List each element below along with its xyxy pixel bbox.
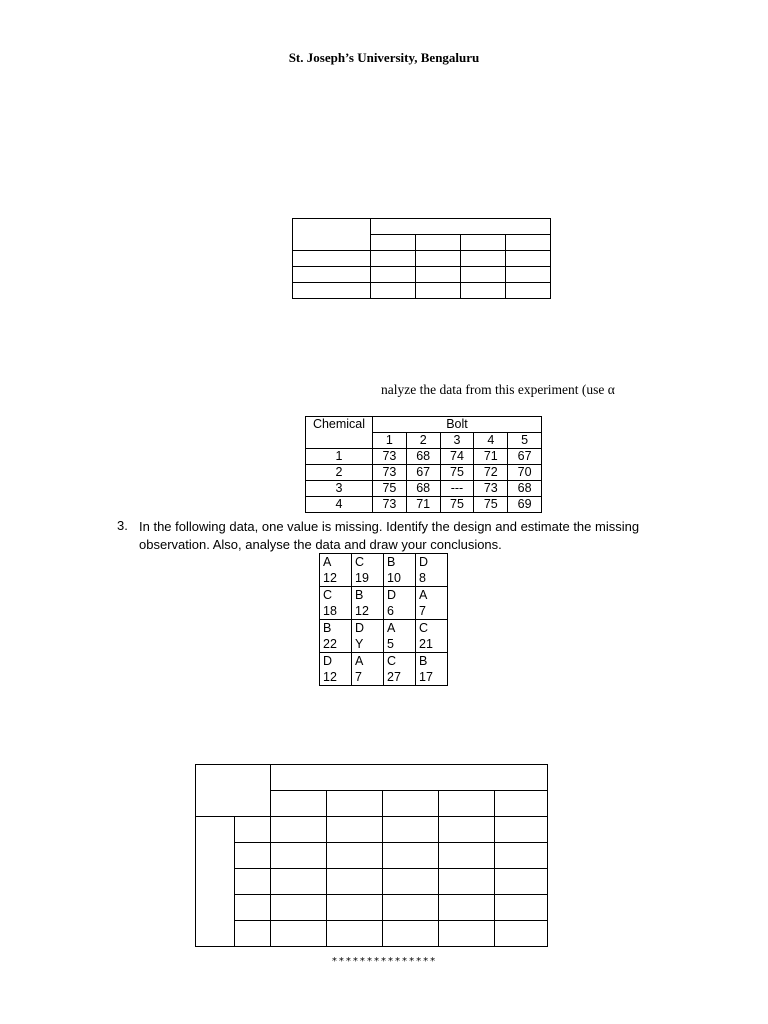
empty-cell bbox=[506, 283, 551, 299]
col-header-bolt: Bolt bbox=[373, 417, 542, 433]
empty-cell bbox=[371, 219, 551, 235]
table-cell: 68 bbox=[406, 481, 440, 497]
empty-cell bbox=[271, 895, 327, 921]
empty-cell bbox=[495, 895, 548, 921]
treatment-letter: D bbox=[416, 554, 448, 571]
empty-cell bbox=[235, 895, 271, 921]
observation-value: 7 bbox=[416, 603, 448, 620]
empty-cell bbox=[495, 817, 548, 843]
observation-value-missing: Y bbox=[352, 636, 384, 653]
table-cell: 75 bbox=[373, 481, 407, 497]
observation-value: 21 bbox=[416, 636, 448, 653]
empty-cell bbox=[383, 895, 439, 921]
empty-cell bbox=[196, 817, 235, 947]
treatment-letter: D bbox=[320, 653, 352, 670]
observation-value: 17 bbox=[416, 669, 448, 686]
empty-cell bbox=[495, 869, 548, 895]
empty-cell bbox=[439, 817, 495, 843]
table-cell: 75 bbox=[440, 497, 474, 513]
empty-cell bbox=[271, 869, 327, 895]
chemical-label: 4 bbox=[306, 497, 373, 513]
empty-cell bbox=[235, 817, 271, 843]
empty-cell bbox=[506, 235, 551, 251]
empty-cell bbox=[271, 817, 327, 843]
empty-cell bbox=[495, 843, 548, 869]
question-text: In the following data, one value is missing. Identify the design and estimate the missing observation. Also, analyse the data and draw your conclusions. bbox=[139, 519, 640, 552]
observation-value: 7 bbox=[352, 669, 384, 686]
chemical-label: 3 bbox=[306, 481, 373, 497]
table-cell: 73 bbox=[373, 449, 407, 465]
table-cell: 73 bbox=[373, 497, 407, 513]
treatment-letter: D bbox=[384, 587, 416, 604]
treatment-letter: B bbox=[384, 554, 416, 571]
treatment-letter: C bbox=[416, 620, 448, 637]
empty-cell bbox=[327, 791, 383, 817]
bolt-label: 1 bbox=[373, 433, 407, 449]
treatment-letter: A bbox=[416, 587, 448, 604]
table-cell: 71 bbox=[406, 497, 440, 513]
treatment-letter: D bbox=[352, 620, 384, 637]
empty-cell bbox=[327, 869, 383, 895]
table-cell: 74 bbox=[440, 449, 474, 465]
question-number: 3. bbox=[117, 518, 128, 533]
empty-cell bbox=[371, 283, 416, 299]
table-cell: 70 bbox=[508, 465, 542, 481]
empty-cell bbox=[416, 267, 461, 283]
empty-cell bbox=[495, 791, 548, 817]
empty-table-bottom bbox=[195, 764, 548, 947]
observation-value: 18 bbox=[320, 603, 352, 620]
treatment-letter: A bbox=[320, 554, 352, 571]
observation-value: 12 bbox=[320, 570, 352, 587]
treatment-letter: A bbox=[384, 620, 416, 637]
bolt-label: 3 bbox=[440, 433, 474, 449]
latin-square-table bbox=[319, 553, 448, 686]
empty-cell bbox=[235, 869, 271, 895]
treatment-letter: B bbox=[320, 620, 352, 637]
empty-cell bbox=[506, 251, 551, 267]
empty-cell bbox=[383, 791, 439, 817]
table-cell: 71 bbox=[474, 449, 508, 465]
observation-value: 5 bbox=[384, 636, 416, 653]
page-title: St. Joseph’s University, Bengaluru bbox=[288, 50, 480, 65]
empty-cell bbox=[235, 921, 271, 947]
empty-cell bbox=[293, 251, 371, 267]
empty-cell bbox=[383, 921, 439, 947]
empty-cell bbox=[271, 843, 327, 869]
observation-value: 22 bbox=[320, 636, 352, 653]
empty-cell bbox=[327, 895, 383, 921]
treatment-letter: B bbox=[416, 653, 448, 670]
table-cell-missing: --- bbox=[440, 481, 474, 497]
observation-value: 10 bbox=[384, 570, 416, 587]
table-cell: 67 bbox=[406, 465, 440, 481]
table-cell: 75 bbox=[474, 497, 508, 513]
treatment-letter: B bbox=[352, 587, 384, 604]
empty-cell bbox=[371, 267, 416, 283]
empty-cell bbox=[461, 283, 506, 299]
chemical-label: 2 bbox=[306, 465, 373, 481]
table-cell: 72 bbox=[474, 465, 508, 481]
empty-cell bbox=[506, 267, 551, 283]
empty-cell bbox=[416, 283, 461, 299]
empty-cell bbox=[439, 791, 495, 817]
table-cell: 75 bbox=[440, 465, 474, 481]
question-fragment: nalyze the data from this experiment (use α bbox=[381, 382, 615, 397]
observation-value: 27 bbox=[384, 669, 416, 686]
empty-table-top bbox=[292, 218, 551, 299]
empty-cell bbox=[439, 843, 495, 869]
empty-cell bbox=[416, 235, 461, 251]
empty-cell bbox=[371, 235, 416, 251]
empty-cell bbox=[495, 921, 548, 947]
empty-cell bbox=[461, 251, 506, 267]
table-cell: 68 bbox=[406, 449, 440, 465]
empty-cell bbox=[293, 219, 371, 251]
empty-cell bbox=[271, 791, 327, 817]
treatment-letter: A bbox=[352, 653, 384, 670]
empty-cell bbox=[235, 843, 271, 869]
observation-value: 19 bbox=[352, 570, 384, 587]
observation-value: 12 bbox=[320, 669, 352, 686]
empty-cell bbox=[383, 817, 439, 843]
empty-cell bbox=[293, 267, 371, 283]
table-cell: 68 bbox=[508, 481, 542, 497]
empty-cell bbox=[293, 283, 371, 299]
empty-cell bbox=[196, 765, 271, 817]
table-row bbox=[306, 481, 542, 497]
observation-value: 12 bbox=[352, 603, 384, 620]
table-cell: 67 bbox=[508, 449, 542, 465]
empty-cell bbox=[439, 921, 495, 947]
empty-cell bbox=[327, 843, 383, 869]
treatment-letter: C bbox=[384, 653, 416, 670]
treatment-letter: C bbox=[320, 587, 352, 604]
table-row bbox=[306, 449, 542, 465]
empty-cell bbox=[461, 267, 506, 283]
chemical-bolt-table bbox=[305, 416, 542, 513]
treatment-letter: C bbox=[352, 554, 384, 571]
empty-cell bbox=[461, 235, 506, 251]
empty-cell bbox=[327, 817, 383, 843]
table-cell: 73 bbox=[373, 465, 407, 481]
empty-cell bbox=[271, 921, 327, 947]
empty-cell bbox=[383, 869, 439, 895]
bolt-label: 5 bbox=[508, 433, 542, 449]
observation-value: 8 bbox=[416, 570, 448, 587]
empty-cell bbox=[439, 869, 495, 895]
table-cell: 69 bbox=[508, 497, 542, 513]
bolt-label: 4 bbox=[474, 433, 508, 449]
empty-cell bbox=[271, 765, 548, 791]
table-cell: 73 bbox=[474, 481, 508, 497]
table-row bbox=[306, 497, 542, 513]
observation-value: 6 bbox=[384, 603, 416, 620]
empty-cell bbox=[327, 921, 383, 947]
empty-cell bbox=[371, 251, 416, 267]
row-header-chemical: Chemical bbox=[306, 417, 373, 449]
empty-cell bbox=[439, 895, 495, 921]
table-row bbox=[306, 465, 542, 481]
empty-cell bbox=[383, 843, 439, 869]
empty-cell bbox=[416, 251, 461, 267]
end-of-paper-stars: *************** bbox=[331, 956, 437, 967]
chemical-label: 1 bbox=[306, 449, 373, 465]
bolt-label: 2 bbox=[406, 433, 440, 449]
